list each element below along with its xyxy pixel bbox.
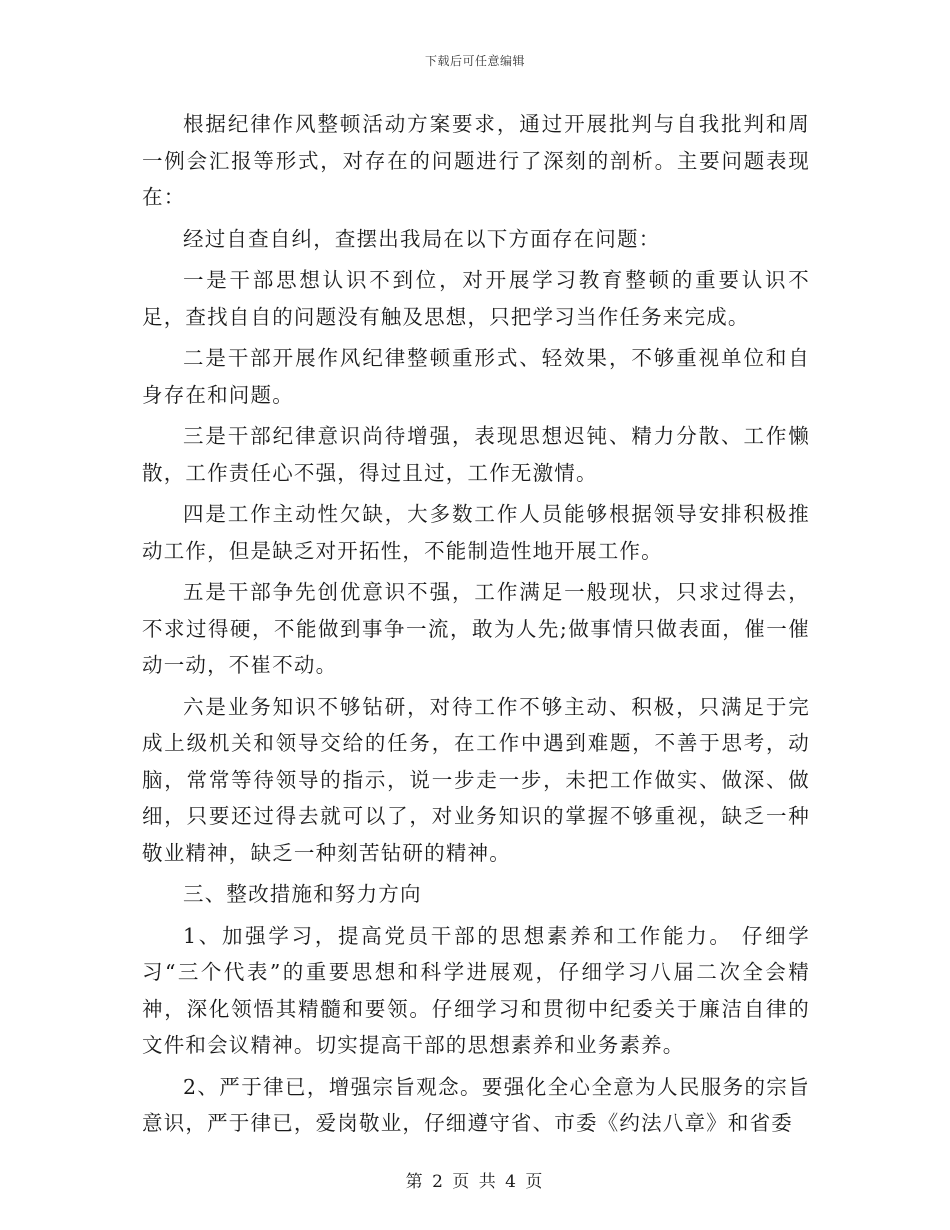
paragraph-issue-4: 四是工作主动性欠缺，大多数工作人员能够根据领导安排积极推动工作，但是缺乏对开拓性，不能制造性地开展工作。 <box>142 502 810 563</box>
paragraph-issue-5: 五是干部争先创优意识不强，工作满足一般现状，只求过得去，不求过得硬，不能做到事争一流，敢为人先;做事情只做表面，催一催动一动，不崔不动。 <box>142 580 810 677</box>
paragraph-intro: 根据纪律作风整顿活动方案要求，通过开展批判与自我批判和周一例会汇报等形式，对存在的问题进行了深刻的剖析。主要问题表现在： <box>142 112 810 209</box>
paragraph-issue-2: 二是干部开展作风纪律整顿重形式、轻效果，不够重视单位和自身存在和问题。 <box>142 346 810 407</box>
paragraph-issue-6: 六是业务知识不够钻研，对待工作不够主动、积极，只满足于完成上级机关和领导交给的任务，在工作中遇到难题，不善于思考，动脑，常常等待领导的指示，说一步走一步，未把工作做实、做深、做细，只要还过得去就可以了，对业务知识的掌握不够重视，缺乏一种敬业精神，缺乏一种刻苦钻研的精神。 <box>142 694 810 865</box>
page-footer: 第 2 页 共 4 页 <box>405 1172 545 1192</box>
page-header: 下载后可任意编辑 <box>424 54 525 68</box>
section-heading: 三、整改措施和努力方向 <box>183 882 422 906</box>
document-body <box>142 106 810 1147</box>
paragraph-measure-1: 1、加强学习，提高党员干部的思想素养和工作能力。 仔细学习“三个代表”的重要思想和科学进展观，仔细学习八届二次全会精神，深化领悟其精髓和要领。仔细学习和贯彻中纪委关于廉洁自律的文件和会议精神。切实提高干部的思想素养和业务素养。 <box>142 923 810 1057</box>
paragraph-measure-2: 2、严于律已，增强宗旨观念。要强化全心全意为人民服务的宗旨意识，严于律已，爱岗敬业，仔细遵守省、市委《约法八章》和省委 <box>142 1074 810 1135</box>
paragraph-issue-1: 一是干部思想认识不到位，对开展学习教育整顿的重要认识不足，查找自自的问题没有触及思想，只把学习当作任务来完成。 <box>142 268 810 329</box>
paragraph-self-check: 经过自查自纠，查摆出我局在以下方面存在问题： <box>183 226 661 251</box>
paragraph-issue-3: 三是干部纪律意识尚待增强，表现思想迟钝、精力分散、工作懒散，工作责任心不强，得过且过，工作无激情。 <box>142 424 810 485</box>
